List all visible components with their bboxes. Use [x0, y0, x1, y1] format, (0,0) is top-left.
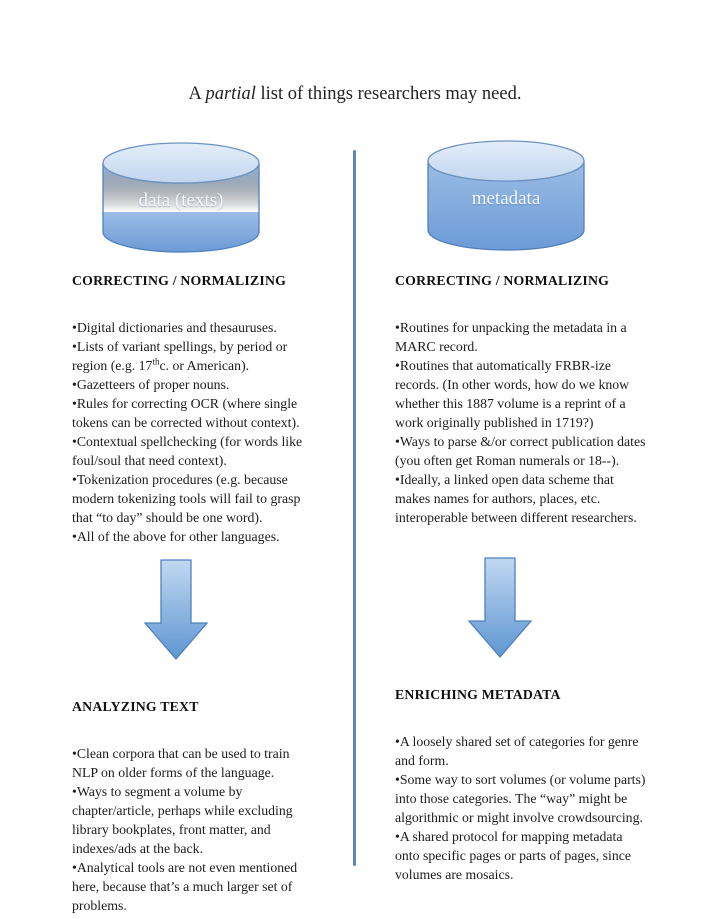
- list-item-text: c. or American).: [159, 358, 250, 373]
- title-text-italic: partial: [205, 84, 256, 104]
- bullet-list: [72, 318, 318, 546]
- bullet-list: [395, 732, 649, 884]
- list-item: • Digital dictionaries and thesauruses.: [72, 318, 318, 337]
- section-heading: CORRECTING / NORMALIZING: [72, 273, 287, 288]
- list-item: • Ways to segment a volume by chapter/article, perhaps while excluding library bookplates, front matter, and indexes/ads at the back.: [72, 782, 318, 858]
- list-item: • Some way to sort volumes (or volume parts) into those categories. The “way” might be algorithmic or might involve crowdsourcing.: [395, 770, 649, 827]
- superscript-text: th: [152, 356, 160, 367]
- section-heading: ENRICHING METADATA: [395, 687, 561, 702]
- list-item: • Ideally, a linked open data scheme that makes names for authors, places, etc. interoperable between different researchers.: [395, 470, 647, 527]
- section-heading: CORRECTING / NORMALIZING: [395, 273, 610, 288]
- list-item-text: Lists of variant spellings, by period or region (e.g. 17: [72, 339, 288, 373]
- list-item: • Ways to parse &/or correct publication dates (you often get Roman numerals or 18--).: [395, 432, 647, 470]
- list-item: [72, 337, 318, 375]
- page-title: [0, 84, 710, 105]
- list-item: • Analytical tools are not even mentioned here, because that’s a much larger set of problems.: [72, 858, 318, 915]
- data-cylinder: [102, 142, 260, 254]
- list-item: • All of the above for other languages.: [72, 527, 318, 546]
- metadata-cylinder: [427, 140, 585, 252]
- list-item: • Gazetteers of proper nouns.: [72, 375, 318, 394]
- list-item: • Tokenization procedures (e.g. because modern tokenizing tools will fail to grasp that “to day” should be one word).: [72, 470, 318, 527]
- down-arrow-icon: [468, 557, 532, 659]
- column-divider: [353, 150, 356, 866]
- bullet-list: [72, 744, 318, 915]
- list-item: • Clean corpora that can be used to train NLP on older forms of the language.: [72, 744, 318, 782]
- list-item: • Routines for unpacking the metadata in a MARC record.: [395, 318, 647, 356]
- cylinder-label: metadata: [471, 188, 541, 209]
- section-metadata-correcting: [395, 271, 647, 527]
- section-heading: ANALYZING TEXT: [72, 699, 199, 714]
- title-text-pre: A: [188, 84, 206, 104]
- title-text-post: list of things researchers may need.: [255, 84, 522, 104]
- section-enriching-metadata: [395, 685, 649, 884]
- list-item: • Routines that automatically FRBR-ize records. (In other words, how do we know whether this 1887 volume is a reprint of a work originally published in 1719?): [395, 356, 647, 432]
- list-item: • Contextual spellchecking (for words like foul/soul that need context).: [72, 432, 318, 470]
- bullet-list: [395, 318, 647, 527]
- section-analyzing-text: [72, 697, 318, 915]
- list-item: • A shared protocol for mapping metadata onto specific pages or parts of pages, since volumes are mosaics.: [395, 827, 649, 884]
- section-data-correcting: [72, 271, 318, 546]
- down-arrow-icon: [144, 559, 208, 661]
- cylinder-label: data (texts): [138, 190, 224, 211]
- list-item: • A loosely shared set of categories for genre and form.: [395, 732, 649, 770]
- list-item: • Rules for correcting OCR (where single tokens can be corrected without context).: [72, 394, 318, 432]
